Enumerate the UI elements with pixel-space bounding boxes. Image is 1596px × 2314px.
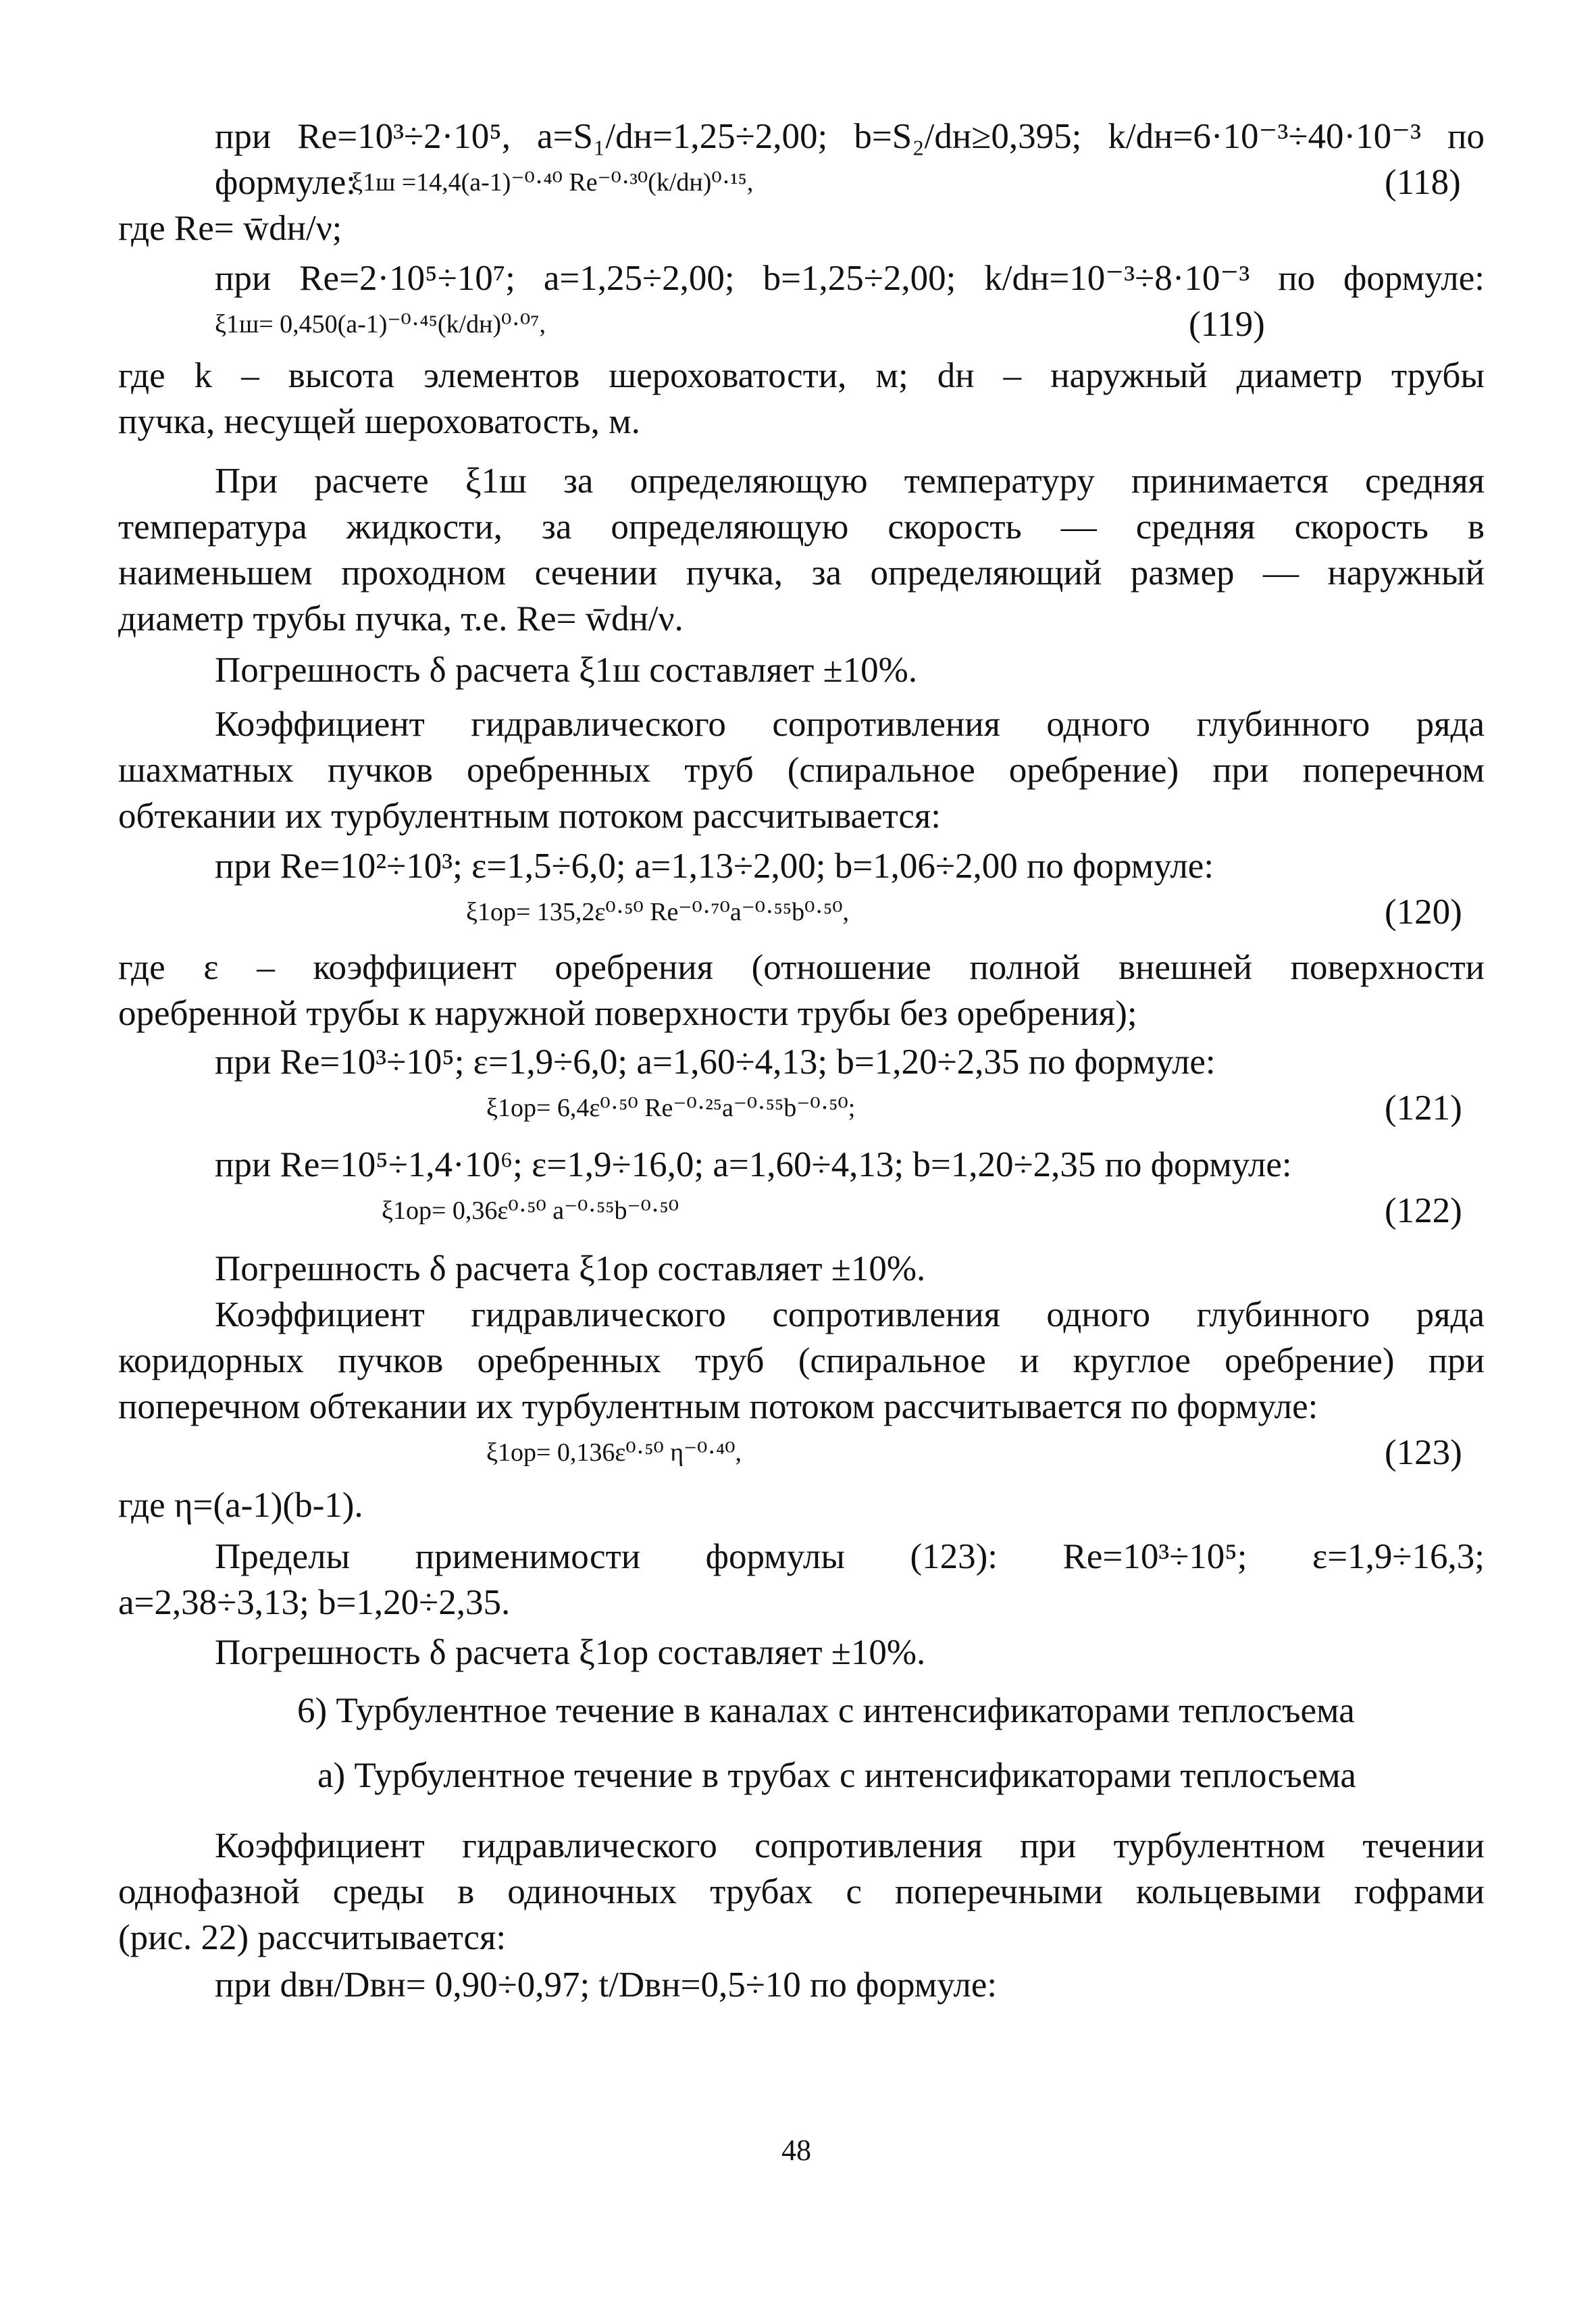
- equation-number: (120): [1385, 892, 1462, 932]
- text-line: Коэффициент гидравлического сопротивления одного глубинного ряда: [215, 705, 1485, 744]
- text-line: однофазной среды в одиночных трубах с поперечными кольцевыми гофрами: [118, 1872, 1485, 1911]
- text-line: a=2,38÷3,13; b=1,20÷2,35.: [118, 1583, 511, 1622]
- equation-number: (119): [1189, 305, 1265, 344]
- formula: ξ1ш= 0,450(a-1)⁻⁰·⁴⁵(k/dн)⁰·⁰⁷,: [215, 310, 546, 338]
- text-line: При расчете ξ1ш за определяющую температуру принимается средняя: [215, 461, 1485, 501]
- equation-number: (121): [1385, 1088, 1462, 1128]
- page-number: 48: [781, 2134, 811, 2167]
- text-line: при Re=10⁵÷1,4·10⁶; ε=1,9÷16,0; a=1,60÷4,13; b=1,20÷2,35 по формуле:: [215, 1145, 1292, 1184]
- text-line: наименьшем проходном сечении пучка, за определяющий размер — наружный: [118, 553, 1485, 593]
- text-line: (рис. 22) рассчитывается:: [118, 1918, 507, 1957]
- text-line: где k – высота элементов шероховатости, м; dн – наружный диаметр трубы: [118, 356, 1485, 395]
- text-line: Погрешность δ расчета ξ1ш составляет ±10%.: [215, 651, 918, 690]
- text-line: диаметр трубы пучка, т.е. Re= w̄dн/ν.: [118, 599, 684, 638]
- text-line: при dвн/Dвн= 0,90÷0,97; t/Dвн=0,5÷10 по формуле:: [215, 1965, 998, 2005]
- text-line: где ε – коэффициент оребрения (отношение полной внешней поверхности: [118, 948, 1485, 987]
- text-line: Погрешность δ расчета ξ1ор составляет ±10%.: [215, 1249, 926, 1288]
- text-line: шахматных пучков оребренных труб (спиральное оребрение) при поперечном: [118, 751, 1485, 790]
- text-line: где Re= w̄dн/ν;: [118, 209, 342, 248]
- text-line: оребренной трубы к наружной поверхности трубы без оребрения);: [118, 994, 1137, 1033]
- text-line: где η=(a-1)(b-1).: [118, 1486, 363, 1525]
- text-line: Пределы применимости формулы (123): Re=10³÷10⁵; ε=1,9÷16,3;: [215, 1537, 1485, 1576]
- equation-number: (122): [1385, 1191, 1462, 1230]
- text-line: поперечном обтекании их турбулентным потоком рассчитывается по формуле:: [118, 1387, 1318, 1426]
- equation-number: (118): [1385, 163, 1461, 202]
- text-line: Погрешность δ расчета ξ1ор составляет ±10%.: [215, 1633, 926, 1672]
- text-line: температура жидкости, за определяющую скорость — средняя скорость в: [118, 507, 1485, 547]
- text-line: формуле:: [215, 163, 356, 202]
- text-line: обтекании их турбулентным потоком рассчитывается:: [118, 797, 941, 836]
- text-line: Коэффициент гидравлического сопротивления одного глубинного ряда: [215, 1295, 1485, 1334]
- text-line: при Re=2·10⁵÷10⁷; a=1,25÷2,00; b=1,25÷2,00; k/dн=10⁻³÷8·10⁻³ по формуле:: [215, 259, 1485, 298]
- text-line: Коэффициент гидравлического сопротивления при турбулентном течении: [215, 1826, 1485, 1865]
- subsection-heading: а) Турбулентное течение в трубах с интенсификаторами теплосъема: [317, 1756, 1356, 1795]
- formula: ξ1ор= 0,136ε⁰·⁵⁰ η⁻⁰·⁴⁰,: [486, 1438, 742, 1467]
- section-heading: 6) Турбулентное течение в каналах с интенсификаторами теплосъема: [297, 1691, 1355, 1730]
- text-line: пучка, несущей шероховатость, м.: [118, 402, 640, 441]
- formula: ξ1ор= 6,4ε⁰·⁵⁰ Re⁻⁰·²⁵a⁻⁰·⁵⁵b⁻⁰·⁵⁰;: [486, 1094, 856, 1122]
- formula: ξ1ор= 0,36ε⁰·⁵⁰ a⁻⁰·⁵⁵b⁻⁰·⁵⁰: [382, 1197, 679, 1225]
- equation-number: (123): [1385, 1433, 1462, 1472]
- formula: ξ1ор= 135,2ε⁰·⁵⁰ Re⁻⁰·⁷⁰a⁻⁰·⁵⁵b⁰·⁵⁰,: [466, 898, 850, 926]
- text-line: при Re=10³÷2·10⁵, a=S₁/dн=1,25÷2,00; b=S₂/dн≥0,395; k/dн=6·10⁻³÷40·10⁻³ по: [215, 117, 1485, 156]
- text-line: при Re=10²÷10³; ε=1,5÷6,0; a=1,13÷2,00; b=1,06÷2,00 по формуле:: [215, 847, 1214, 886]
- formula: ξ1ш =14,4(a-1)⁻⁰·⁴⁰ Re⁻⁰·³⁰(k/dн)⁰·¹⁵,: [351, 168, 754, 197]
- text-line: при Re=10³÷10⁵; ε=1,9÷6,0; a=1,60÷4,13; b=1,20÷2,35 по формуле:: [215, 1042, 1216, 1082]
- text-line: коридорных пучков оребренных труб (спиральное и круглое оребрение) при: [118, 1341, 1485, 1380]
